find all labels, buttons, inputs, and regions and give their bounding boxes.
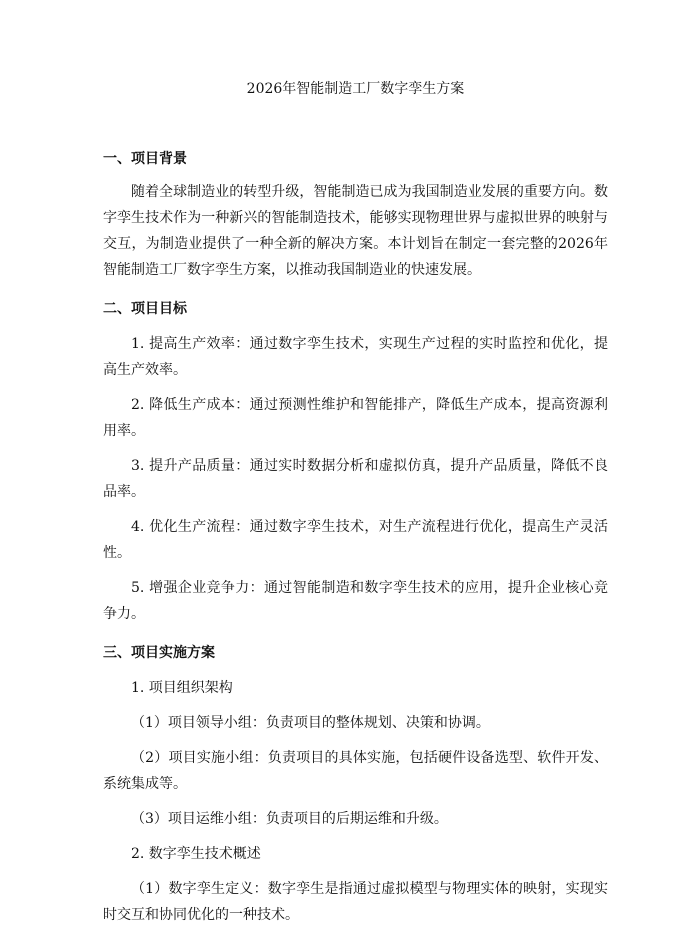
goal-item-3: 3. 提升产品质量：通过实时数据分析和虚拟仿真，提升产品质量，降低不良品率。 [103,458,608,500]
document-title: 2026年智能制造工厂数字孪生方案 [246,81,465,97]
section-heading-implementation: 三、项目实施方案 [103,645,215,661]
goal-item-2: 2. 降低生产成本：通过预测性维护和智能排产，降低生产成本，提高资源利用率。 [103,397,608,439]
goal-item-5: 5. 增强企业竞争力：通过智能制造和数字孪生技术的应用，提升企业核心竞争力。 [103,580,608,622]
digital-twin-item-1: （1）数字孪生定义：数字孪生是指通过虚拟模型与物理实体的映射，实现实时交互和协同优化的一种技术。 [103,881,608,923]
section-heading-goals: 二、项目目标 [103,301,187,317]
section-heading-background: 一、项目背景 [103,151,187,167]
organization-item-3: （3）项目运维小组：负责项目的后期运维和升级。 [131,811,448,827]
goal-item-4: 4. 优化生产流程：通过数字孪生技术，对生产流程进行优化，提高生产灵活性。 [103,519,608,561]
goal-item-1: 1. 提高生产效率：通过数字孪生技术，实现生产过程的实时监控和优化，提高生产效率。 [103,336,608,378]
organization-item-1: （1）项目领导小组：负责项目的整体规划、决策和协调。 [131,715,490,731]
subsection-title-digital-twin: 2. 数字孪生技术概述 [131,846,261,862]
subsection-title-organization: 1. 项目组织架构 [131,680,233,696]
background-paragraph: 随着全球制造业的转型升级，智能制造已成为我国制造业发展的重要方向。数字孪生技术作为一种新兴的智能制造技术，能够实现物理世界与虚拟世界的映射与交互，为制造业提供了一种全新的解决方案。本计划旨在制定一套完整的2026年智能制造工厂数字孪生方案，以推动我国制造业的快速发展。 [103,184,608,278]
organization-item-2: （2）项目实施小组：负责项目的具体实施，包括硬件设备选型、软件开发、系统集成等。 [103,750,608,792]
